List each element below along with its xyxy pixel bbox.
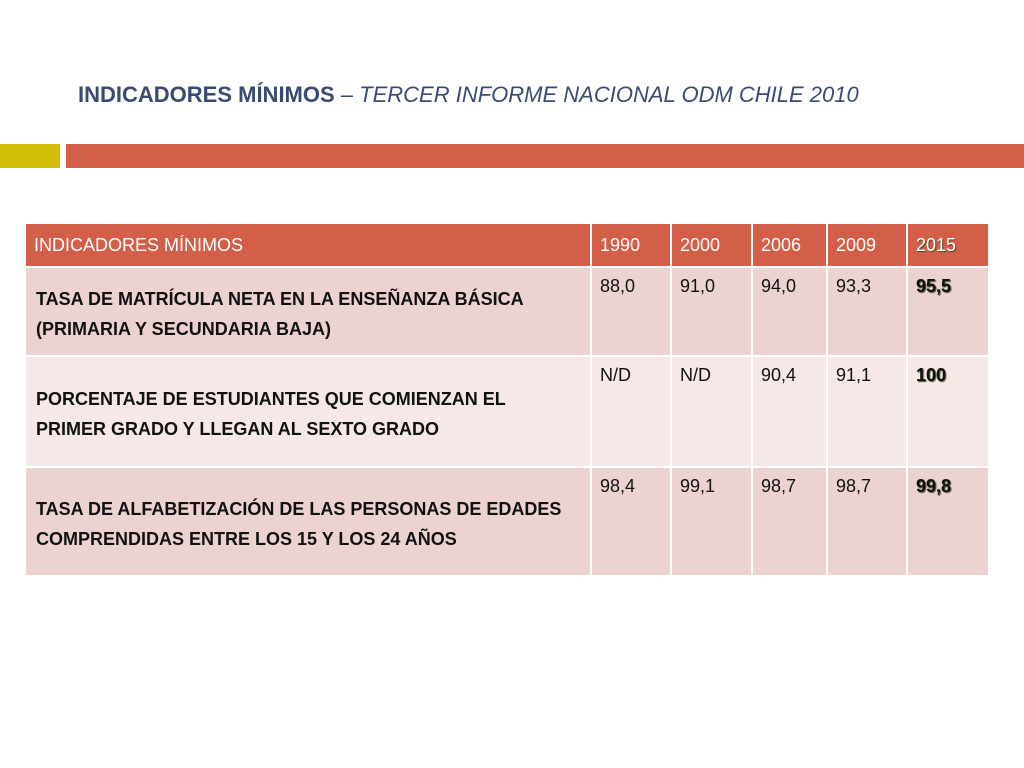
header-year-2000: 2000 <box>671 223 752 267</box>
value-cell: N/D <box>591 356 671 467</box>
row-label: TASA DE MATRÍCULA NETA EN LA ENSEÑANZA BÁSICA (PRIMARIA Y SECUNDARIA BAJA) <box>25 267 591 356</box>
accent-bar-yellow <box>0 144 60 168</box>
value-cell: 98,7 <box>752 467 827 576</box>
slide-title <box>78 82 859 108</box>
indicators-table <box>24 222 990 577</box>
table-row <box>25 356 989 467</box>
value-cell: N/D <box>671 356 752 467</box>
header-indicator: INDICADORES MÍNIMOS <box>25 223 591 267</box>
table-row <box>25 267 989 356</box>
header-year-2009: 2009 <box>827 223 907 267</box>
value-cell: 91,0 <box>671 267 752 356</box>
row-label: TASA DE ALFABETIZACIÓN DE LAS PERSONAS DE EDADES COMPRENDIDAS ENTRE LOS 15 Y LOS 24 AÑOS <box>25 467 591 576</box>
slide-title-separator: – <box>334 82 360 107</box>
value-cell: 93,3 <box>827 267 907 356</box>
header-year-1990: 1990 <box>591 223 671 267</box>
goal-cell: 95,5 <box>907 267 989 356</box>
goal-cell: 99,8 <box>907 467 989 576</box>
value-cell: 99,1 <box>671 467 752 576</box>
row-label: PORCENTAJE DE ESTUDIANTES QUE COMIENZAN EL PRIMER GRADO Y LLEGAN AL SEXTO GRADO <box>25 356 591 467</box>
table-row <box>25 467 989 576</box>
value-cell: 98,7 <box>827 467 907 576</box>
table-header-row <box>25 223 989 267</box>
slide-title-subtitle: TERCER INFORME NACIONAL ODM CHILE 2010 <box>359 82 859 107</box>
value-cell: 94,0 <box>752 267 827 356</box>
header-year-2006: 2006 <box>752 223 827 267</box>
value-cell: 88,0 <box>591 267 671 356</box>
value-cell: 90,4 <box>752 356 827 467</box>
value-cell: 91,1 <box>827 356 907 467</box>
goal-cell: 100 <box>907 356 989 467</box>
slide-title-main: INDICADORES MÍNIMOS <box>78 82 335 107</box>
header-year-2015-goal: 2015 <box>907 223 989 267</box>
value-cell: 98,4 <box>591 467 671 576</box>
accent-bar-red <box>66 144 1024 168</box>
